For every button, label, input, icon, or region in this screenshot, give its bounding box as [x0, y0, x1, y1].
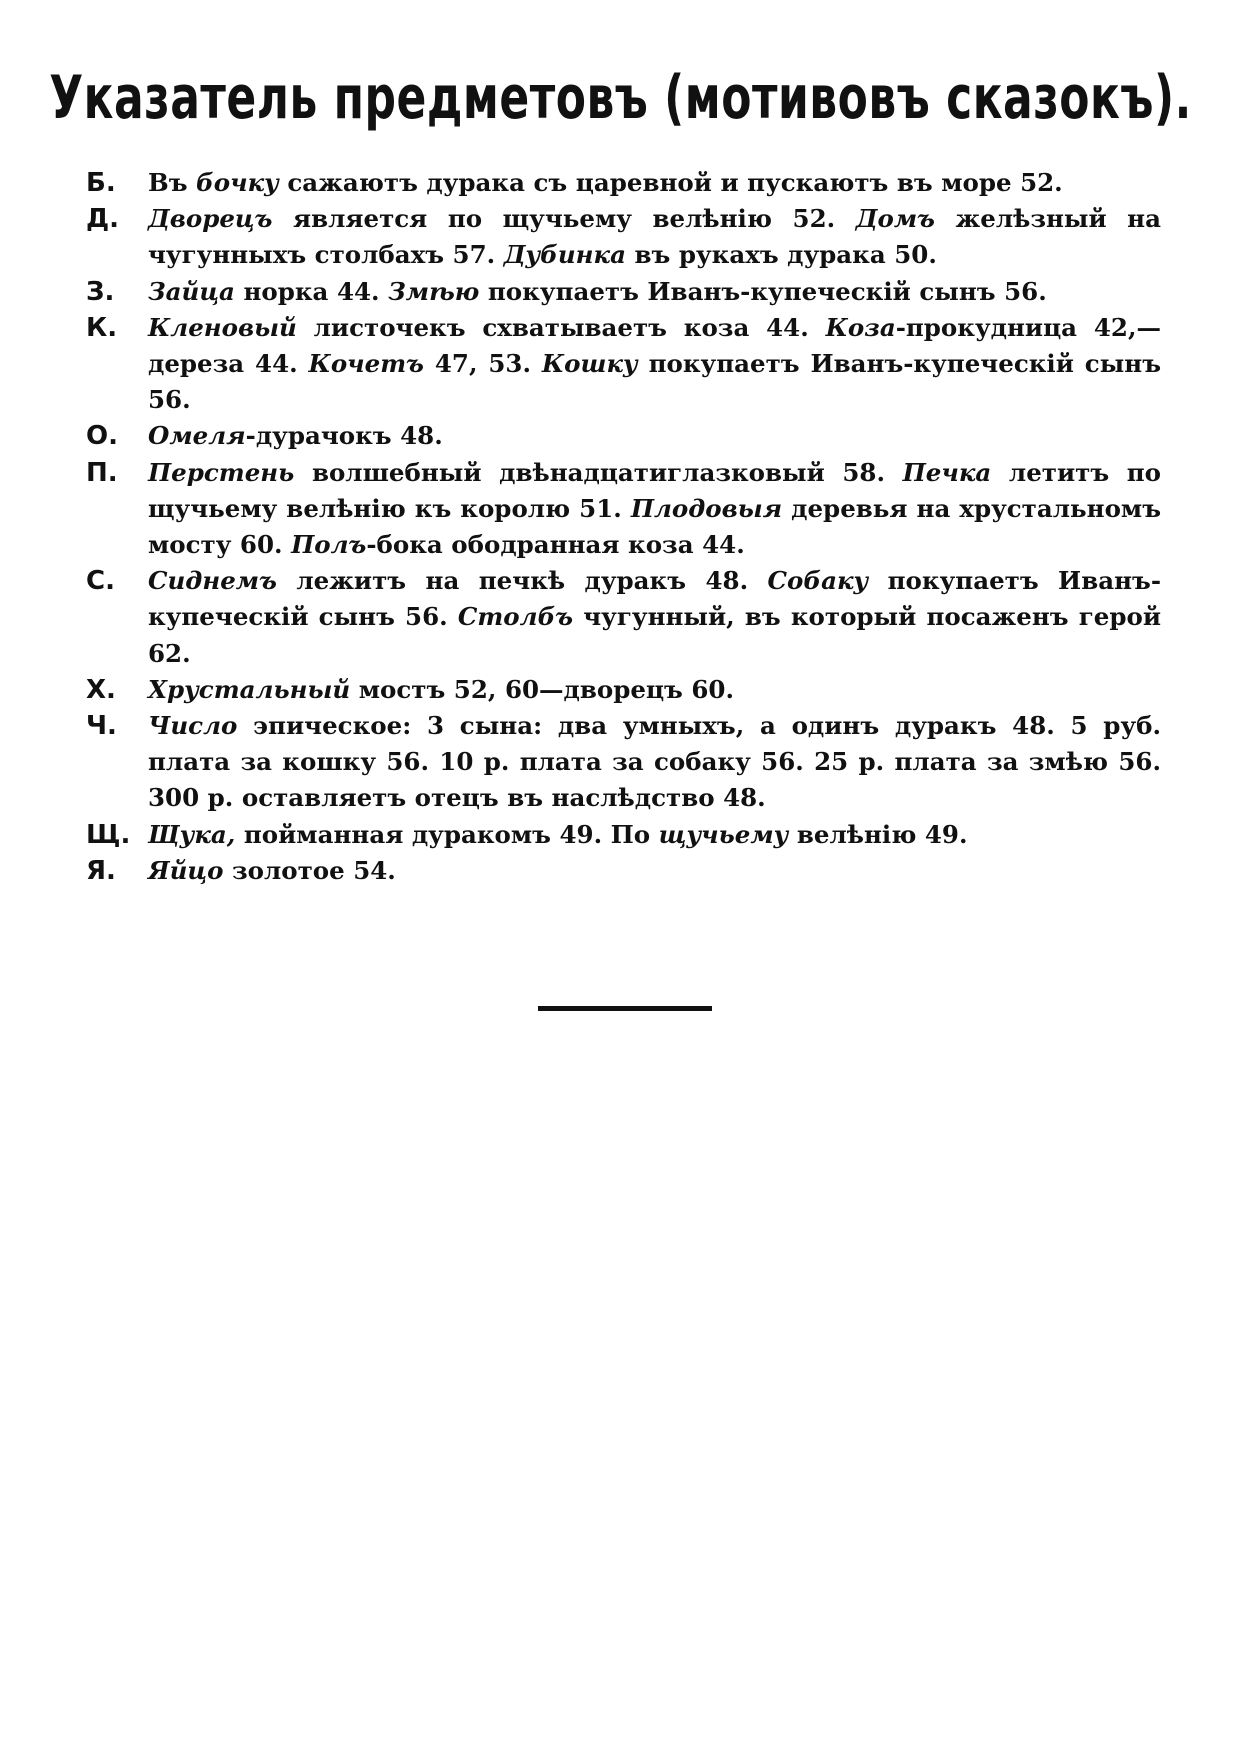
index-entry — [86, 274, 1161, 310]
entry-keyword: Дворецъ — [148, 204, 273, 234]
end-rule — [538, 1006, 712, 1011]
entry-text-run: деревья на хрустальномъ мосту 60. — [148, 493, 1161, 560]
entry-text-run: -прокудница 42,—дереза 44. — [148, 312, 1161, 379]
entry-keyword: Плодовыя — [630, 493, 783, 523]
page-title: Указатель предметовъ (мотивовъ сказокъ). — [49, 64, 1192, 133]
entry-keyword: Число — [148, 711, 238, 741]
entry-keyword: Полъ — [291, 530, 367, 560]
index-entry — [86, 455, 1161, 564]
entry-text-run: эпическое: 3 сына: два умныхъ, а одинъ дуракъ 48. 5 руб. плата за кошку 56. 10 р. плата за собаку 56. 25 р. плата за змѣю 56. 300 р. оставляетъ отецъ въ наслѣдство 48. — [148, 711, 1161, 813]
entry-text-run: золотое 54. — [223, 855, 396, 885]
entry-letter: П. — [86, 457, 118, 488]
entry-text — [148, 566, 1161, 667]
entry-keyword: Собаку — [767, 566, 869, 596]
index-entry — [86, 853, 1161, 889]
entry-letter: С. — [86, 566, 115, 597]
index-entry — [86, 563, 1161, 672]
entry-keyword: щучьему — [658, 819, 789, 849]
entry-text-run: пойманная дуракомъ 49. По — [235, 819, 659, 849]
entry-text-run: волшебный двѣнадцатиглазковый 58. — [294, 457, 903, 487]
entry-text — [148, 458, 1161, 559]
entry-text-run: -бока ободранная коза 44. — [366, 530, 745, 560]
index-entries — [86, 165, 1161, 889]
index-entry — [86, 672, 1161, 708]
index-entry — [86, 418, 1161, 454]
entry-text-run: Въ — [148, 168, 197, 197]
entry-keyword: Столбъ — [457, 602, 574, 632]
entry-text — [148, 204, 1161, 269]
index-entry — [86, 708, 1161, 817]
entry-keyword: Печка — [902, 457, 992, 487]
entry-letter: Б. — [86, 168, 116, 198]
entry-keyword: Кленовый — [148, 312, 297, 342]
entry-keyword: Хрустальный — [148, 674, 351, 704]
entry-keyword: Яйцо — [148, 855, 224, 885]
entry-text-run: покупаетъ Иванъ-купеческій сынъ 56. — [479, 276, 1047, 306]
entry-text-run: велѣнію 49. — [788, 819, 968, 849]
entry-letter: К. — [86, 312, 118, 343]
entry-text-run: 47, 53. — [424, 349, 542, 379]
index-entry — [86, 201, 1161, 273]
entry-text-run: лежитъ на печкѣ дуракъ 48. — [276, 566, 768, 596]
entry-text-run: покупаетъ Иванъ-купеческій сынъ 56. — [148, 349, 1161, 415]
entry-keyword: Домъ — [855, 204, 935, 234]
entry-keyword: Зайца — [148, 276, 235, 306]
entry-keyword: бочку — [196, 168, 279, 197]
entry-keyword: Кочетъ — [308, 349, 424, 379]
entry-keyword: Сиднемъ — [148, 566, 277, 596]
entry-text — [148, 711, 1161, 812]
entry-text-run: норка 44. — [234, 276, 389, 306]
index-entry — [86, 817, 1161, 853]
entry-keyword: Перстень — [148, 457, 295, 487]
entry-text — [148, 421, 443, 450]
entry-text-run: чугунный, въ который посаженъ герой 62. — [148, 602, 1161, 668]
entry-keyword: Омеля — [148, 421, 246, 451]
entry-text-run: листочекъ схватываетъ коза 44. — [296, 312, 826, 342]
entry-text-run: желѣзный на чугунныхъ столбахъ 57. — [148, 204, 1161, 270]
entry-letter: Ч. — [86, 711, 117, 742]
index-entry — [86, 165, 1161, 201]
entry-text — [148, 277, 1047, 306]
entry-keyword: Змѣю — [388, 276, 480, 306]
index-entry — [86, 310, 1161, 419]
entry-keyword: Коза — [825, 312, 896, 342]
entry-text-run: сажаютъ дурака съ царевной и пускаютъ въ море 52. — [278, 168, 1063, 197]
entry-text — [148, 820, 967, 849]
entry-letter: Х. — [86, 674, 116, 705]
entry-text-run: является по щучьему велѣнію 52. — [272, 204, 856, 234]
entry-letter: З. — [86, 276, 115, 307]
entry-keyword: Щука, — [148, 819, 236, 849]
entry-text — [148, 313, 1161, 414]
entry-text — [148, 856, 396, 885]
entry-letter: О. — [86, 421, 118, 452]
entry-text — [148, 168, 1063, 197]
entry-letter: Д. — [86, 204, 120, 235]
entry-text — [148, 675, 734, 704]
entry-letter: Я. — [86, 855, 116, 886]
entry-text-run: мостъ 52, 60—дворецъ 60. — [350, 674, 735, 704]
entry-text-run: въ рукахъ дурака 50. — [625, 240, 937, 270]
entry-letter: Щ. — [86, 819, 131, 850]
entry-keyword: Кошку — [541, 349, 638, 379]
entry-text-run: летитъ по щучьему велѣнію къ королю 51. — [148, 457, 1161, 523]
entry-text-run: покупаетъ Иванъ-купеческій сынъ 56. — [148, 566, 1161, 632]
entry-keyword: Дубинка — [503, 240, 626, 270]
entry-text-run: -дурачокъ 48. — [245, 421, 443, 451]
